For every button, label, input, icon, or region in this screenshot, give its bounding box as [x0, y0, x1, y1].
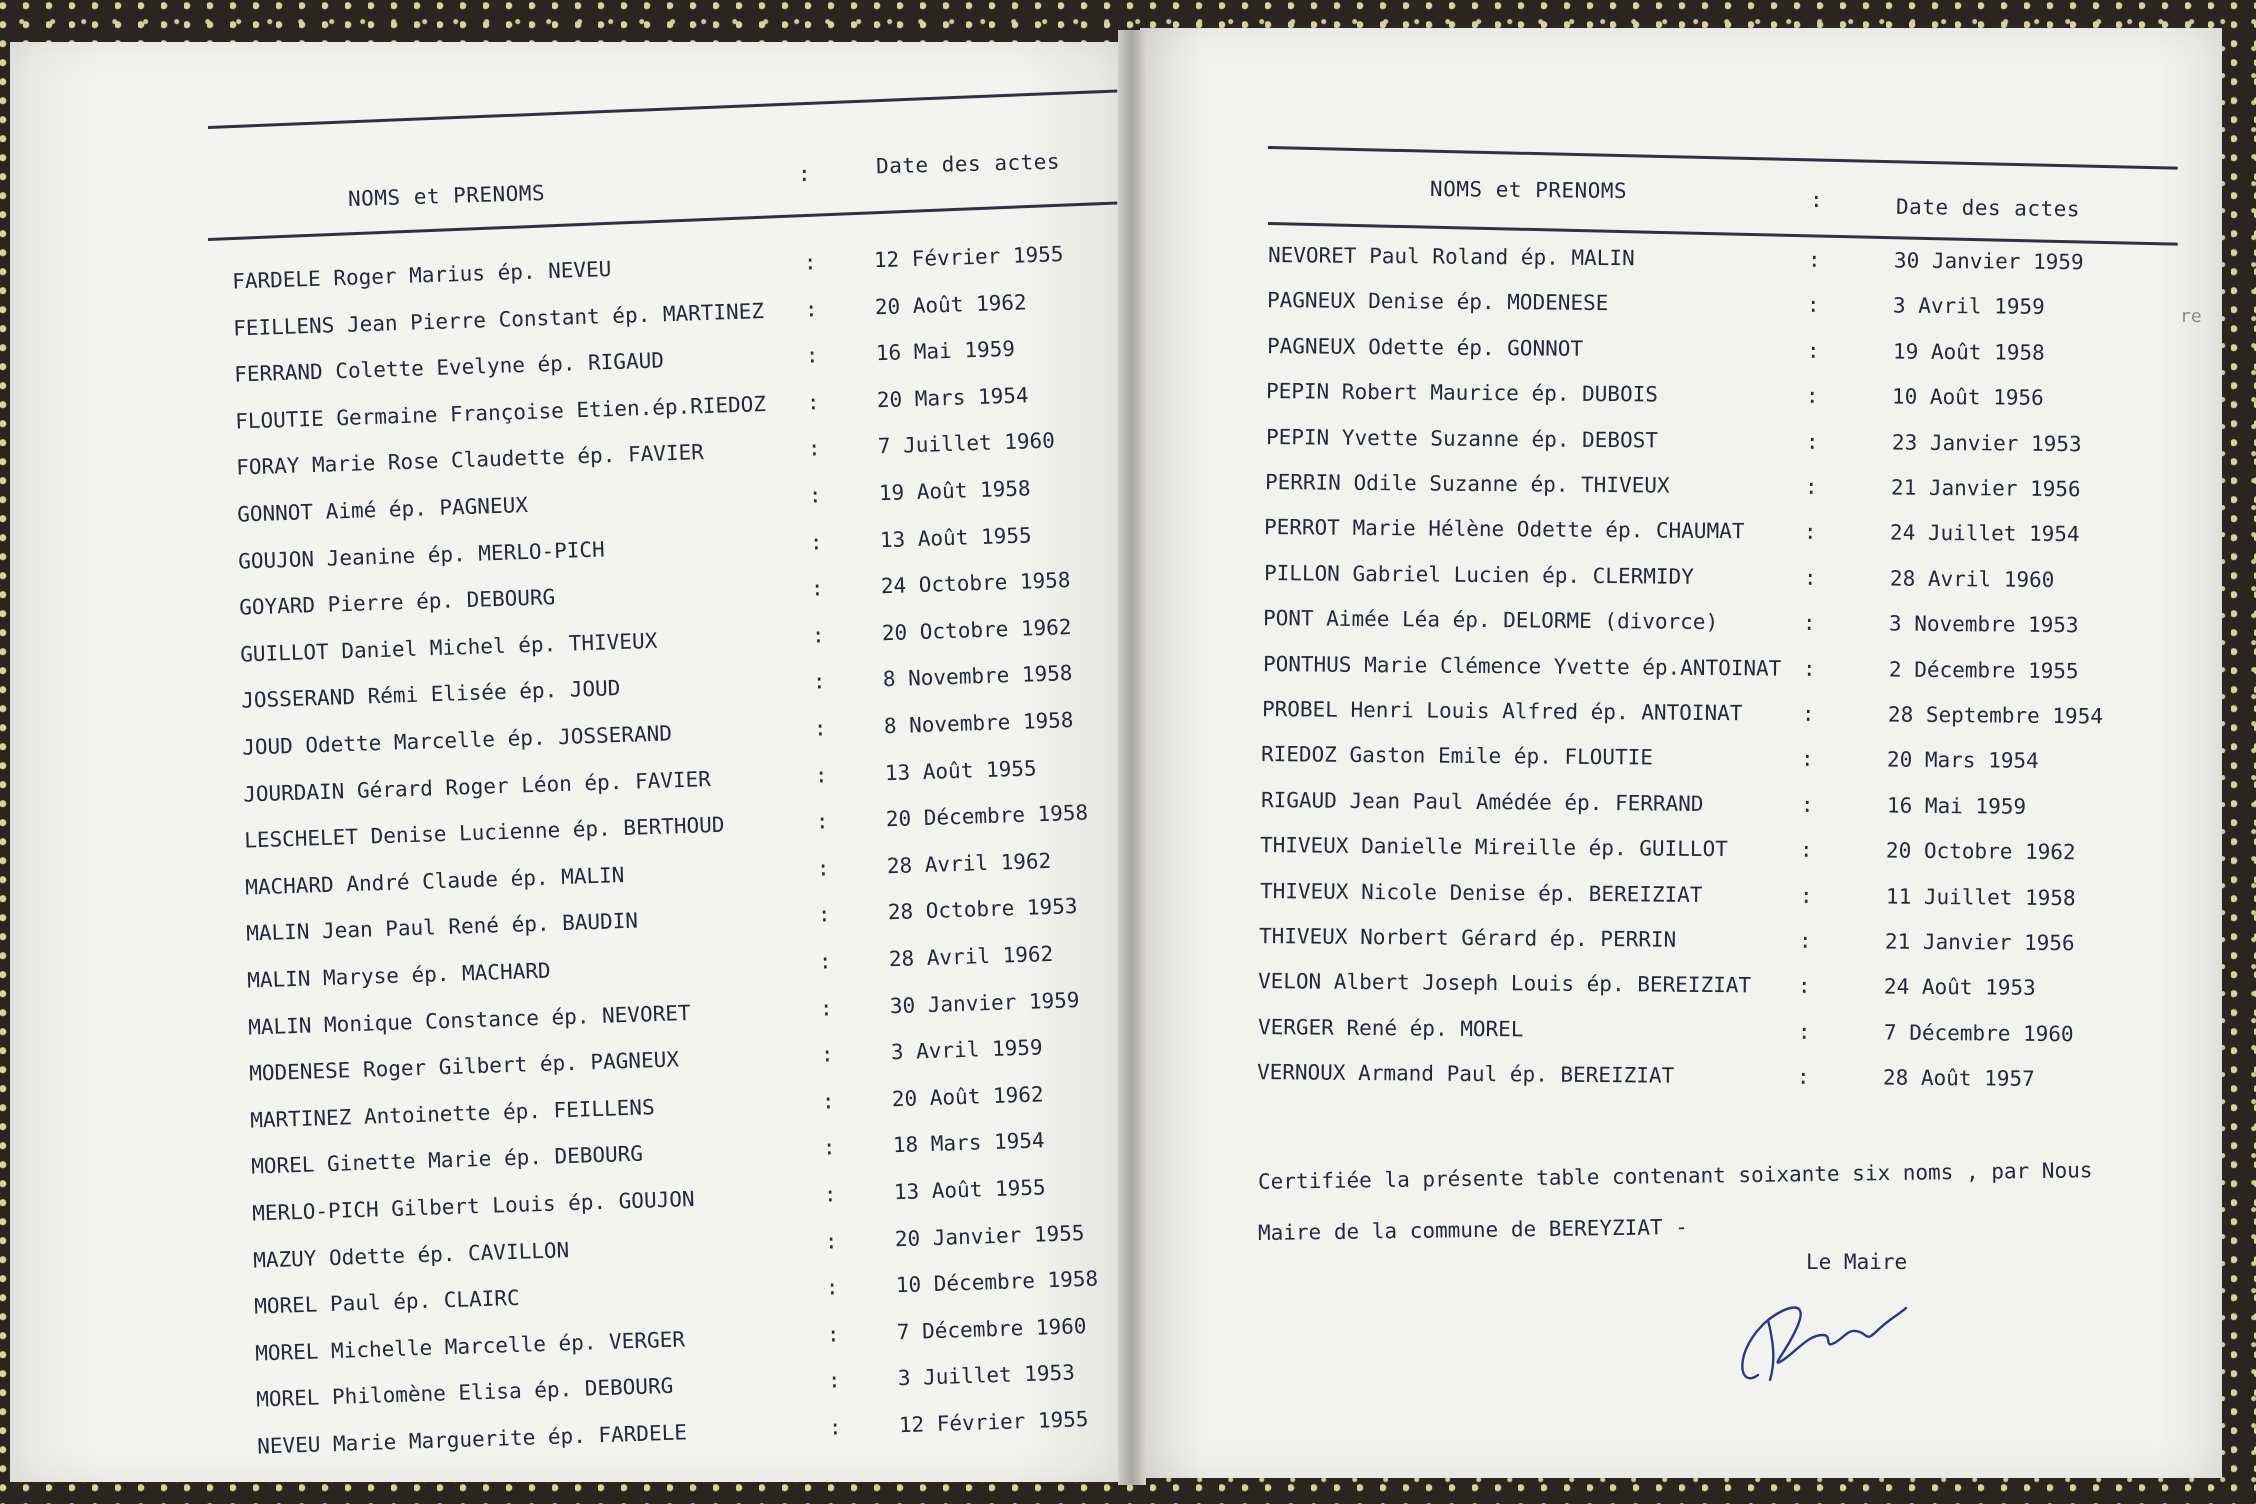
- left-header-names: NOMS et PRENOMS: [347, 180, 546, 212]
- list-item: VELON Albert Joseph Louis ép. BEREIZIAT : 24 Août 1953: [1258, 969, 2037, 1001]
- list-item: PAGNEUX Denise ép. MODENESE : 3 Avril 1959: [1267, 288, 2046, 320]
- list-item: GOYARD Pierre ép. DEBOURG : 24 Octobre 1958: [238, 568, 1071, 620]
- list-item: RIGAUD Jean Paul Amédée ép. FERRAND : 16 Mai 1959: [1260, 787, 2026, 819]
- list-item: THIVEUX Danielle Mireille ép. GUILLOT : 20 Octobre 1962: [1260, 833, 2076, 865]
- list-item: GUILLOT Daniel Michel ép. THIVEUX : 20 Octobre 1962: [239, 614, 1072, 667]
- list-item: MALIN Maryse ép. MACHARD : 28 Avril 1962: [246, 941, 1054, 993]
- list-item: PERROT Marie Hélène Odette ép. CHAUMAT : 24 Juillet 1954: [1264, 515, 2081, 547]
- list-item: NEVEU Marie Marguerite ép. FARDELE : 12 Février 1955: [256, 1407, 1089, 1459]
- right-header-colon: :: [1810, 188, 1824, 212]
- list-item: THIVEUX Nicole Denise ép. BEREIZIAT : 11 Juillet 1958: [1259, 878, 2076, 910]
- list-item: MAZUY Odette ép. CAVILLON : 20 Janvier 1955: [252, 1220, 1085, 1273]
- list-item: FORAY Marie Rose Claudette ép. FAVIER : 7 Juillet 1960: [235, 428, 1056, 480]
- list-item: PEPIN Yvette Suzanne ép. DEBOST : 23 Janvier 1953: [1265, 424, 2082, 456]
- list-item: MERLO-PICH Gilbert Louis ép. GOUJON : 13 Août 1955: [251, 1175, 1046, 1226]
- list-item: MOREL Michelle Marcelle ép. VERGER : 7 Décembre 1960: [254, 1313, 1087, 1366]
- list-item: NEVORET Paul Roland ép. MALIN : 30 Janvier 1959: [1267, 243, 2084, 275]
- list-item: PILLON Gabriel Lucien ép. CLERMIDY : 28 Avril 1960: [1263, 560, 2055, 592]
- list-item: GOUJON Jeanine ép. MERLO-PICH : 13 Août 1955: [237, 522, 1032, 574]
- list-item: MODENESE Roger Gilbert ép. PAGNEUX : 3 Avril 1959: [248, 1035, 1043, 1086]
- right-header-names: NOMS et PRENOMS: [1429, 176, 1628, 204]
- list-item: MALIN Jean Paul René ép. BAUDIN : 28 Octobre 1953: [245, 894, 1078, 946]
- list-item: PAGNEUX Odette ép. GONNOT : 19 Août 1958: [1266, 333, 2045, 365]
- signature-label: Le Maire: [1806, 1250, 1908, 1274]
- list-item: PROBEL Henri Louis Alfred ép. ANTOINAT : 28 Septembre 1954: [1261, 697, 2104, 729]
- mayor-signature: [1728, 1280, 1928, 1400]
- list-item: MALIN Monique Constance ép. NEVORET : 30 Janvier 1959: [247, 987, 1080, 1040]
- list-item: VERGER René ép. MOREL : 7 Décembre 1960: [1257, 1014, 2074, 1046]
- list-item: MARTINEZ Antoinette ép. FEILLENS : 20 Août 1962: [249, 1082, 1044, 1133]
- list-item: MACHARD André Claude ép. MALIN : 28 Avril 1962: [244, 848, 1052, 900]
- list-item: LESCHELET Denise Lucienne ép. BERTHOUD : 20 Décembre 1958: [243, 800, 1089, 853]
- certification-line-2: Maire de la commune de BEREYZIAT -: [1257, 1215, 1689, 1245]
- left-header-dates: Date des actes: [875, 149, 1061, 179]
- list-item: PEPIN Robert Maurice ép. DUBOIS : 10 Août 1956: [1266, 379, 2044, 411]
- list-item: VERNOUX Armand Paul ép. BEREIZIAT : 28 Août 1957: [1257, 1060, 2035, 1092]
- list-item: PERRIN Odile Suzanne ép. THIVEUX : 21 Janvier 1956: [1264, 470, 2081, 502]
- list-item: FLOUTIE Germaine Françoise Etien.ép.RIEDOZ : 20 Mars 1954: [234, 383, 1029, 434]
- list-item: JOURDAIN Gérard Roger Léon ép. FAVIER : 13 Août 1955: [242, 755, 1037, 807]
- list-item: FARDELE Roger Marius ép. NEVEU : 12 Février 1955: [231, 242, 1064, 294]
- list-item: MOREL Paul ép. CLAIRC : 10 Décembre 1958: [253, 1266, 1099, 1319]
- list-item: MOREL Ginette Marie ép. DEBOURG : 18 Mars 1954: [250, 1128, 1045, 1179]
- list-item: FEILLENS Jean Pierre Constant ép. MARTINEZ : 20 Août 1962: [232, 289, 1027, 341]
- list-item: FERRAND Colette Evelyne ép. RIGAUD : 16 Mai 1959: [233, 336, 1016, 387]
- left-header-colon: :: [798, 162, 812, 186]
- list-item: THIVEUX Norbert Gérard ép. PERRIN : 21 Janvier 1956: [1258, 924, 2075, 956]
- certification-line-1: Certifiée la présente table contenant soixante six noms , par Nous: [1257, 1158, 2093, 1194]
- margin-text: re: [2180, 306, 2202, 327]
- list-item: GONNOT Aimé ép. PAGNEUX : 19 Août 1958: [236, 476, 1031, 527]
- list-item: PONTHUS Marie Clémence Yvette ép.ANTOINAT : 2 Décembre 1955: [1262, 651, 2079, 683]
- list-item: JOSSERAND Rémi Elisée ép. JOUD : 8 Novembre 1958: [240, 661, 1073, 713]
- list-item: PONT Aimée Léa ép. DELORME (divorce) : 3 Novembre 1953: [1263, 606, 2079, 638]
- list-item: RIEDOZ Gaston Emile ép. FLOUTIE : 20 Mars 1954: [1261, 742, 2040, 774]
- right-header-dates: Date des actes: [1895, 194, 2081, 222]
- list-item: JOUD Odette Marcelle ép. JOSSERAND : 8 Novembre 1958: [241, 708, 1074, 760]
- list-item: MOREL Philomène Elisa ép. DEBOURG : 3 Juillet 1953: [255, 1360, 1076, 1412]
